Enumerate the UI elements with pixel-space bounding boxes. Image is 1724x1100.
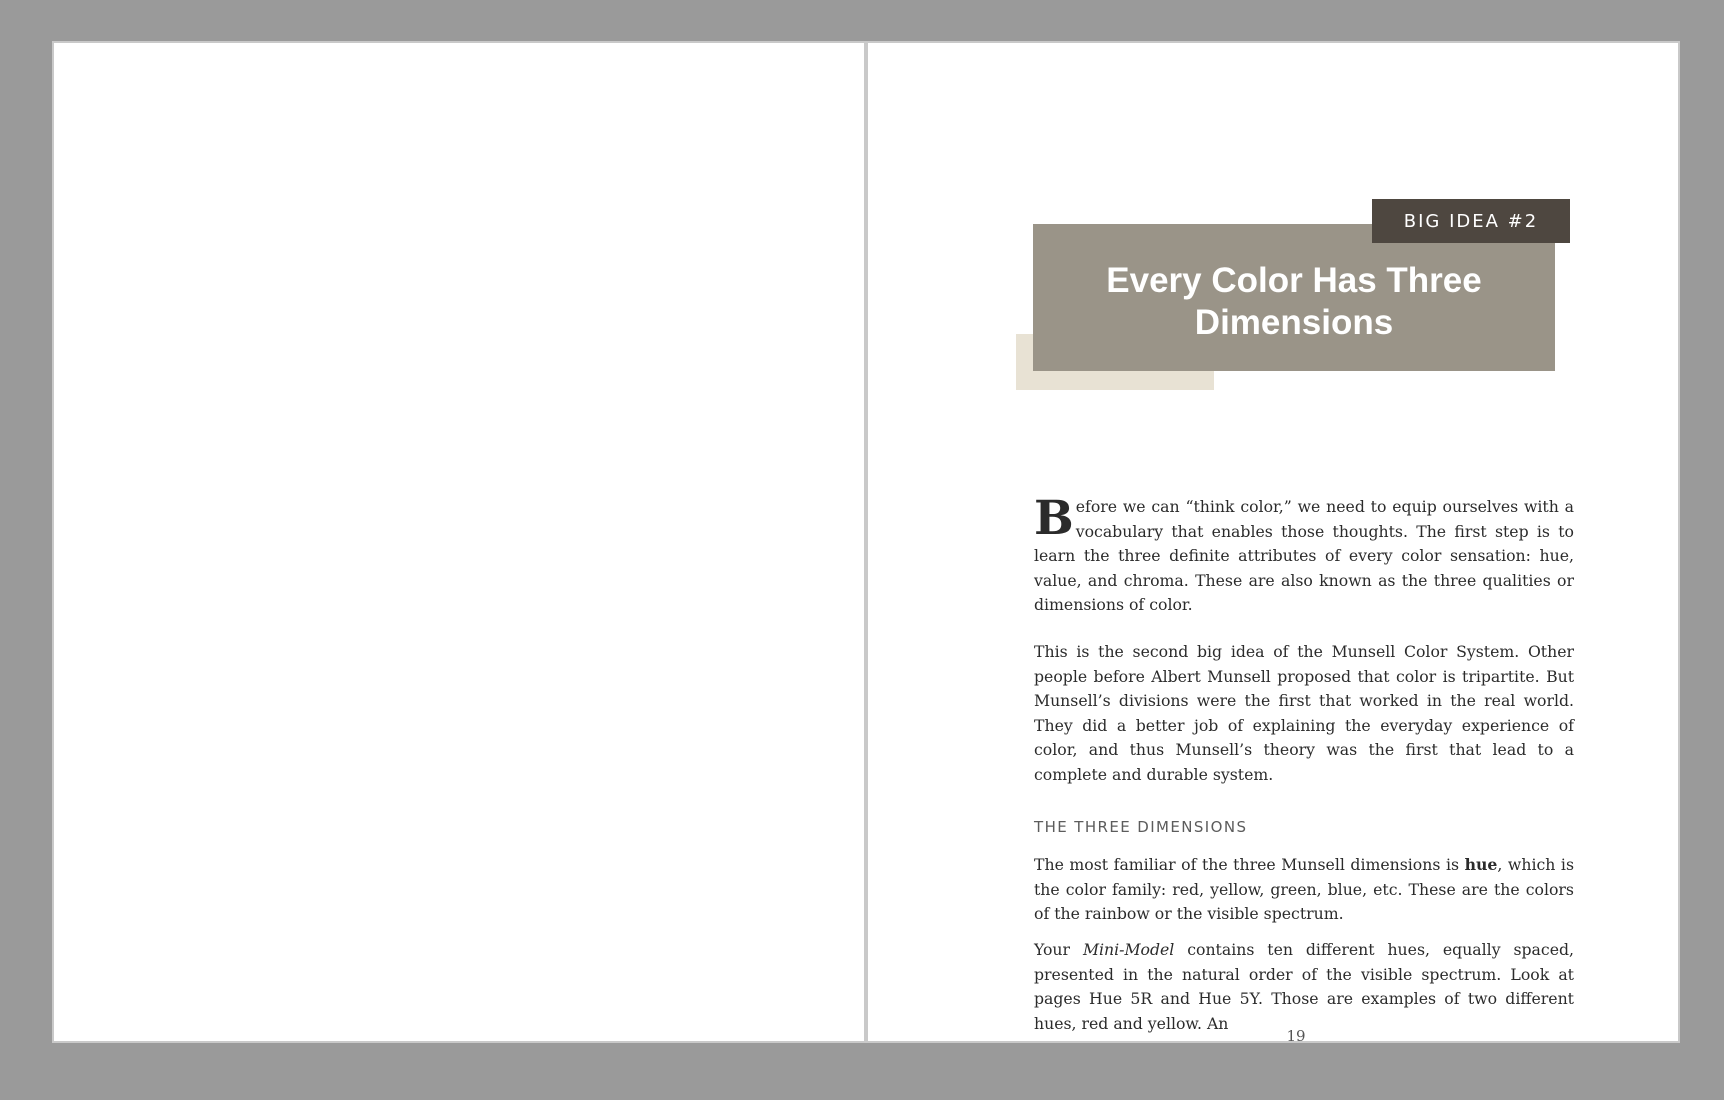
body-paragraph-3 (1034, 853, 1574, 927)
intro-paragraph (1034, 491, 1574, 618)
body-paragraph-4 (1034, 938, 1574, 1036)
hue-term: hue (1464, 855, 1498, 874)
section-heading: THE THREE DIMENSIONS (1034, 818, 1248, 836)
para3-text-after: , which is the color family: red, yellow, green, blue, etc. These are the colors of the rainbow or the visible spectrum. (1034, 855, 1574, 923)
para4-text-after: contains ten different hues, equally spaced, presented in the natural order of the visible spectrum. Look at pages Hue 5R and Hue 5Y. Those are examples of two different hues, red and yellow. An (1034, 940, 1575, 1033)
left-page (52, 41, 866, 1043)
intro-text: efore we can “think color,” we need to equip ourselves with a vocabulary that enables those thoughts. The first step is to learn the three definite attributes of every color sensation: hue, value, and chroma. These are also known as the three qualities or dimensions of color. (1034, 497, 1574, 614)
para3-text-before: The most familiar of the three Munsell dimensions is (1034, 855, 1465, 874)
drop-cap: B (1034, 491, 1074, 546)
body-paragraph-2 (1034, 640, 1574, 787)
title-box (1033, 224, 1555, 371)
mini-model-term: Mini-Model (1082, 940, 1175, 959)
para4-text-before: Your (1034, 940, 1083, 959)
page-number: 19 (1286, 1027, 1306, 1045)
paragraph-text: This is the second big idea of the Munsell Color System. Other people before Albert Munsell proposed that color is tripartite. But Munsell’s divisions were the first that worked in the real world. They did a better job of explaining the everyday experience of color, and thus Munsell’s theory was the first that lead to a complete and durable system. (1034, 642, 1574, 784)
big-idea-tag: BIG IDEA #2 (1372, 199, 1570, 243)
chapter-title: Every Color Has Three Dimensions (1106, 260, 1482, 342)
right-page (866, 41, 1680, 1043)
